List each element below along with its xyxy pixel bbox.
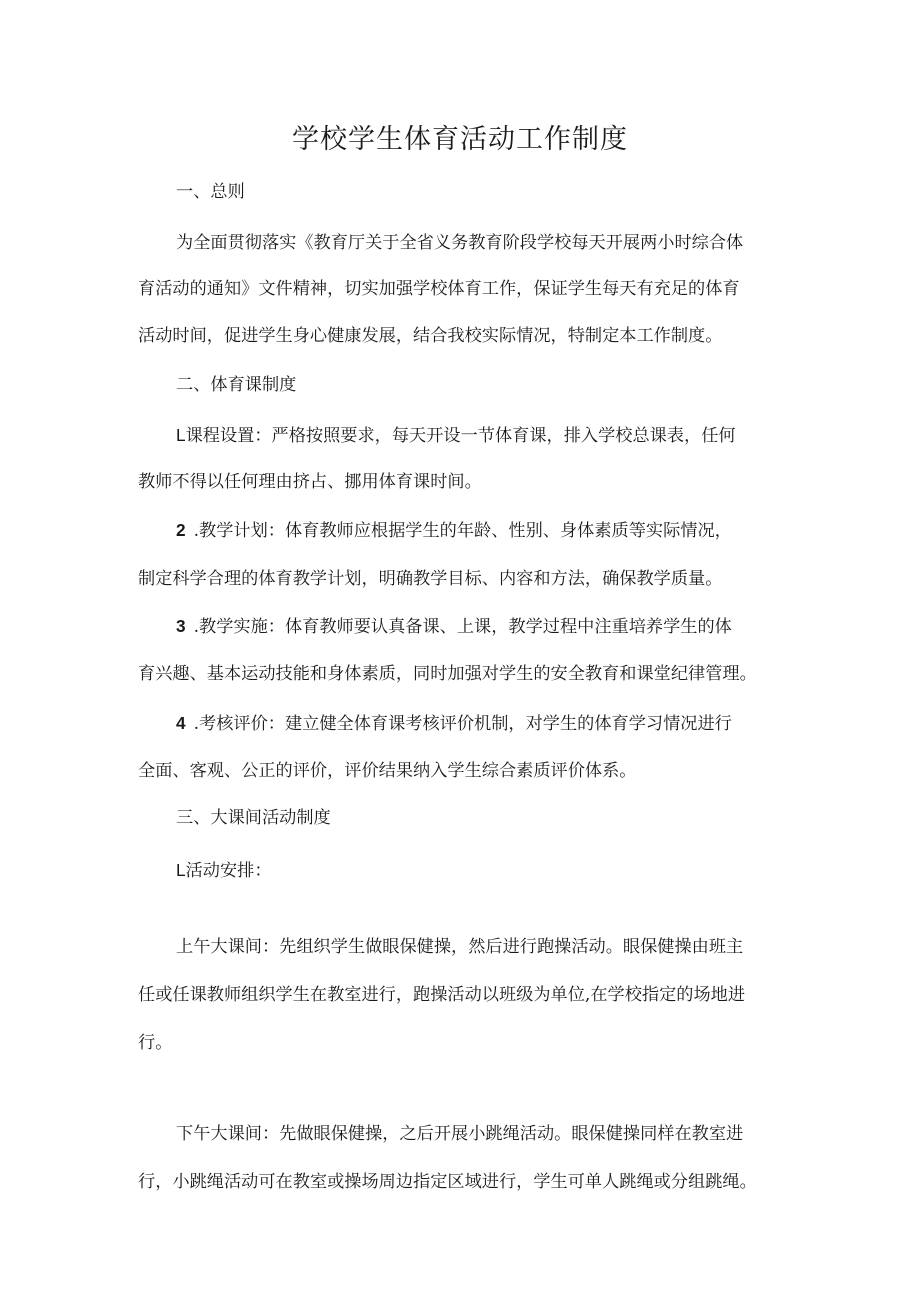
item-text: 课程设置：严格按照要求，每天开设一节体育课，排入学校总课表，任何: [185, 426, 736, 446]
item-number: 2: [176, 520, 186, 540]
item-text: .教学实施：体育教师要认真备课、上课，教学过程中注重培养学生的体: [193, 617, 732, 637]
paragraph-line: 任或任课教师组织学生在教室进行，跑操活动以班级为单位,在学校指定的场地进: [138, 985, 746, 1005]
document-title: 学校学生体育活动工作制度: [292, 124, 628, 155]
paragraph-line: 教师不得以任何理由挤占、挪用体育课时间。: [138, 472, 482, 492]
paragraph-line: 育活动的通知》文件精神，切实加强学校体育工作，保证学生每天有充足的体育: [138, 279, 740, 299]
item-marker: L: [176, 860, 186, 880]
section-heading-pe-class: 二、体育课制度: [176, 375, 297, 395]
paragraph-line: 为全面贯彻落实《教育厅关于全省义务教育阶段学校每天开展两小时综合体: [176, 233, 744, 253]
item-marker: L: [176, 425, 186, 445]
paragraph-line: 育兴趣、基本运动技能和身体素质，同时加强对学生的安全教育和课堂纪律管理。: [138, 664, 757, 684]
list-item: [176, 423, 736, 448]
item-text: .考核评价：建立健全体育课考核评价机制，对学生的体育学习情况进行: [193, 714, 732, 734]
paragraph-line: 下午大课间：先做眼保健操，之后开展小跳绳活动。眼保健操同样在教室进: [176, 1124, 744, 1144]
list-item: [176, 711, 732, 736]
list-item: [176, 858, 272, 883]
item-number: 4: [176, 713, 186, 733]
paragraph-line: 活动时间，促进学生身心健康发展，结合我校实际情况，特制定本工作制度。: [138, 326, 723, 346]
paragraph-line: 制定科学合理的体育教学计划，明确教学目标、内容和方法，确保教学质量。: [138, 569, 723, 589]
paragraph-line: 上午大课间：先组织学生做眼保健操，然后进行跑操活动。眼保健操由班主: [176, 937, 744, 957]
item-text: 活动安排：: [185, 861, 272, 881]
list-item: [176, 614, 732, 639]
section-heading-break-activity: 三、大课间活动制度: [176, 808, 331, 828]
item-number: 3: [176, 616, 186, 636]
paragraph-line: 行。: [138, 1033, 173, 1053]
item-text: .教学计划：体育教师应根据学生的年龄、性别、身体素质等实际情况，: [193, 521, 732, 541]
paragraph-line: 行，小跳绳活动可在教室或操场周边指定区域进行，学生可单人跳绳或分组跳绳。: [138, 1172, 757, 1192]
section-heading-general: 一、总则: [176, 182, 245, 202]
paragraph-line: 全面、客观、公正的评价，评价结果纳入学生综合素质评价体系。: [138, 761, 637, 781]
list-item: [176, 518, 732, 543]
